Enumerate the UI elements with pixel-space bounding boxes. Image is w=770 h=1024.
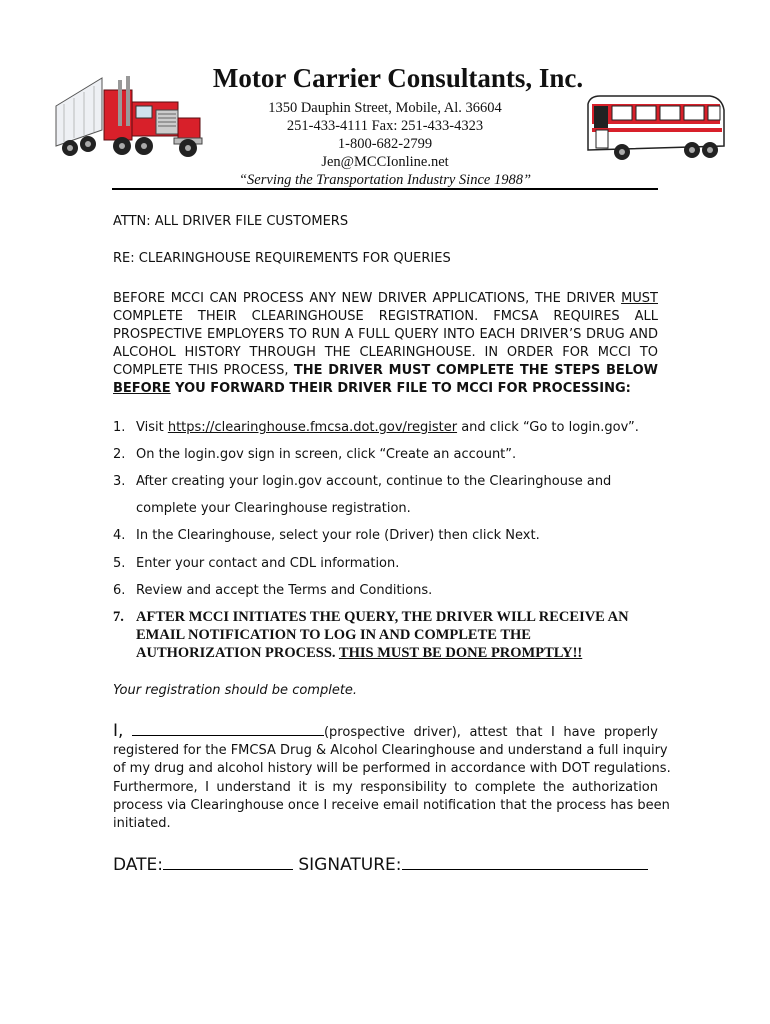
step-2: 2. On the login.gov sign in screen, click “Create an account”. (113, 447, 517, 462)
company-email: Jen@MCCIonline.net (321, 154, 449, 170)
regarding-line: RE: CLEARINGHOUSE REQUIREMENTS FOR QUERIES (113, 251, 451, 266)
prompt-warning: THIS MUST BE DONE PROMPTLY!! (338, 645, 583, 661)
intro-paragraph (113, 290, 658, 398)
company-name: Motor Carrier Consultants, Inc. (212, 63, 584, 93)
attestation-line: Furthermore, I understand it is my responsibility to complete the authorization (113, 779, 658, 795)
attestation-line: process via Clearinghouse once I receive email notification that the process has been (113, 797, 670, 813)
letterhead (0, 0, 770, 195)
intro-line: COMPLETE THIS PROCESS, THE DRIVER MUST COMPLETE THE STEPS BELOW (113, 363, 659, 378)
intro-line: COMPLETE THEIR CLEARINGHOUSE REGISTRATION. FMCSA REQUIRES ALL (113, 309, 658, 324)
step-7-continued: AUTHORIZATION PROCESS. THIS MUST BE DONE PROMPTLY!! (136, 645, 583, 661)
date-label: DATE: (113, 855, 163, 875)
date-signature-row (113, 855, 648, 875)
emphasis-before: BEFORE (113, 381, 171, 396)
driver-name-field[interactable] (132, 723, 324, 736)
intro-line: BEFORE YOU FORWARD THEIR DRIVER FILE TO MCCI FOR PROCESSING: (113, 381, 631, 396)
signature-label: SIGNATURE: (298, 855, 402, 875)
step-5: 5. Enter your contact and CDL information. (113, 556, 400, 571)
step-6: 6. Review and accept the Terms and Conditions. (113, 583, 433, 598)
registration-note: Your registration should be complete. (113, 683, 358, 698)
step-3: 3. After creating your login.gov account, continue to the Clearinghouse and (113, 474, 612, 489)
attestation-paragraph (113, 721, 671, 833)
signature-field[interactable] (402, 855, 648, 870)
step-3-continued: complete your Clearinghouse registration. (136, 501, 411, 516)
emphasis-must: MUST (621, 291, 658, 306)
attestation-line: registered for the FMCSA Drug & Alcohol Clearinghouse and understand a full inquiry (113, 743, 668, 759)
company-address: 1350 Dauphin Street, Mobile, Al. 36604 (268, 100, 502, 116)
attestation-line: of my drug and alcohol history will be performed in accordance with DOT regulations. (113, 761, 671, 777)
motor-coach-bus-image (582, 92, 728, 164)
company-phone-fax: 251-433-4111 Fax: 251-433-4323 (286, 118, 484, 134)
step-4: 4. In the Clearinghouse, select your role (Driver) then click Next. (113, 528, 540, 543)
intro-line: BEFORE MCCI CAN PROCESS ANY NEW DRIVER APPLICATIONS, THE DRIVER MUST (113, 291, 658, 306)
step-1: 1. Visit https://clearinghouse.fmcsa.dot.gov/register and click “Go to login.gov”. (113, 420, 639, 435)
header-divider (112, 188, 658, 190)
company-tagline: “Serving the Transportation Industry Since 1988” (238, 172, 532, 188)
intro-line: ALCOHOL HISTORY THROUGH THE CLEARINGHOUSE. IN ORDER FOR MCCI TO (113, 345, 658, 360)
emphasis-steps: THE DRIVER MUST COMPLETE THE STEPS BELOW (293, 363, 659, 378)
clearinghouse-register-link[interactable]: https://clearinghouse.fmcsa.dot.gov/register (167, 420, 458, 435)
intro-line: PROSPECTIVE EMPLOYERS TO RUN A FULL QUERY INTO EACH DRIVER’S DRUG AND (113, 327, 658, 342)
attestation-line: initiated. (113, 816, 171, 832)
company-toll-free: 1-800-682-2799 (337, 136, 433, 152)
date-field[interactable] (163, 855, 293, 870)
attention-line: ATTN: ALL DRIVER FILE CUSTOMERS (113, 214, 349, 229)
step-7: 7. AFTER MCCI INITIATES THE QUERY, THE DRIVER WILL RECEIVE AN (113, 609, 629, 625)
step-7-continued: EMAIL NOTIFICATION TO LOG IN AND COMPLETE THE (136, 627, 531, 643)
attestation-line: I, (prospective driver), attest that I have properly (113, 721, 658, 741)
